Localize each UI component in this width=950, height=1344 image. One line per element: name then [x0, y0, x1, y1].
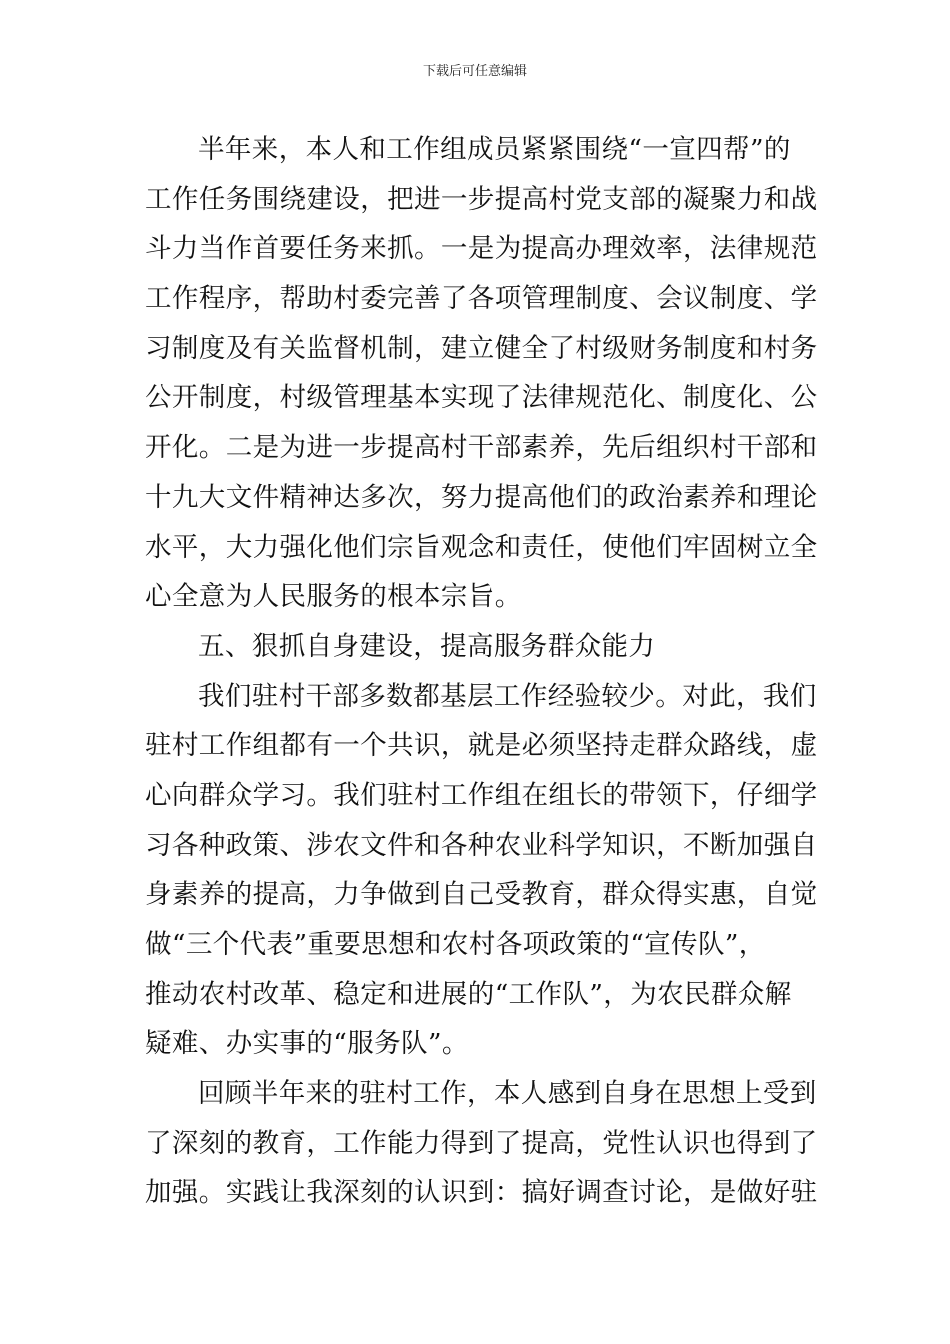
paragraph-first-line: 五、狠抓自身建设，提高服务群众能力 — [198, 630, 656, 662]
text-line: 驻村工作组都有一个共识，就是必须坚持走群众路线，虚 — [145, 730, 818, 762]
text-line: 习各种政策、涉农文件和各种农业科学知识，不断加强自 — [145, 829, 818, 861]
text-line: 身素养的提高，力争做到自己受教育，群众得实惠，自觉 — [145, 879, 818, 911]
text-line: 心全意为人民服务的根本宗旨。 — [145, 581, 522, 613]
paragraph-first-line: 半年来，本人和工作组成员紧紧围绕“一宣四帮”的 — [198, 134, 791, 165]
text-line: 疑难、办实事的“服务队”。 — [145, 1028, 469, 1060]
text-line: 推动农村改革、稳定和进展的“工作队”，为农民群众解 — [145, 978, 792, 1010]
paragraph-first-line: 回顾半年来的驻村工作，本人感到自身在思想上受到 — [198, 1078, 817, 1110]
text-line: 开化。二是为进一步提高村干部素养，先后组织村干部和 — [145, 432, 818, 464]
text-line: 十九大文件精神达多次，努力提高他们的政治素养和理论 — [145, 481, 818, 513]
text-line: 加强。实践让我深刻的认识到：搞好调查讨论，是做好驻 — [145, 1177, 818, 1209]
text-line: 公开制度，村级管理基本实现了法律规范化、制度化、公 — [145, 382, 818, 414]
text-line: 做“三个代表”重要思想和农村各项政策的“宣传队”， — [145, 929, 766, 960]
paragraph-first-line: 我们驻村干部多数都基层工作经验较少。对此，我们 — [198, 680, 817, 712]
text-line: 了深刻的教育，工作能力得到了提高，党性认识也得到了 — [145, 1127, 818, 1159]
text-line: 斗力当作首要任务来抓。一是为提高办理效率，法律规范 — [145, 233, 818, 265]
page-header: 下载后可任意编辑 — [422, 64, 527, 79]
text-line: 心向群众学习。我们驻村工作组在组长的带领下，仔细学 — [145, 779, 818, 811]
text-line: 习制度及有关监督机制，建立健全了村级财务制度和村务 — [145, 332, 818, 364]
text-line: 工作程序，帮助村委完善了各项管理制度、会议制度、学 — [145, 283, 818, 315]
document-body — [145, 125, 818, 1218]
text-line: 工作任务围绕建设，把进一步提高村党支部的凝聚力和战 — [145, 183, 818, 215]
text-line: 水平，大力强化他们宗旨观念和责任，使他们牢固树立全 — [145, 531, 818, 563]
